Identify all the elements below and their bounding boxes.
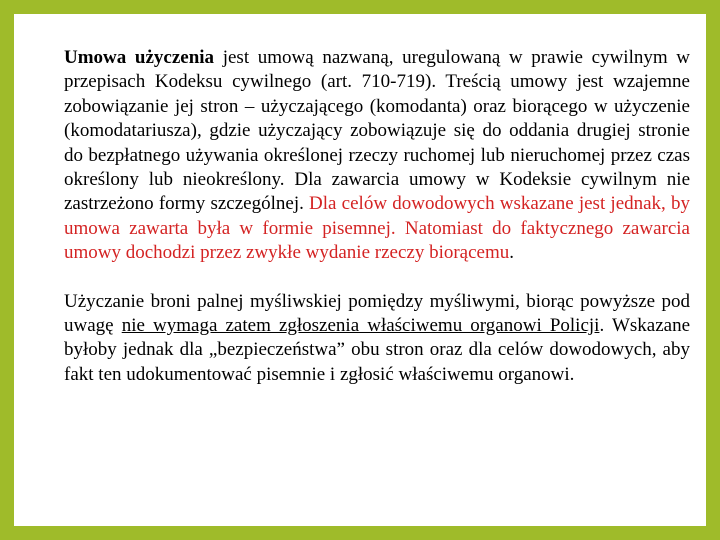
underlined-no-registration: nie wymaga zatem zgłoszenia właściwemu organowi Policji	[121, 315, 600, 337]
paragraph-definition	[64, 46, 690, 266]
definition-end: .	[509, 242, 514, 264]
paragraph-firearms	[64, 290, 690, 388]
slide-content	[64, 46, 690, 387]
evidence-note-red: Dla celów dowodowych wskazane jest jednak, by umowa zawarta była w formie pisemnej. Natomiast do faktycznego zawarcia umowy dochodzi przez zwykłe wydanie rzeczy biorącemu	[64, 193, 690, 264]
definition-text: jest umową nazwaną, uregulowaną w prawie cywilnym w przepisach Kodeksu cywilnego (art. 710-719). Treścią umowy jest wzajemne zobowiązanie jej stron – użyczającego (komodanta) oraz biorącego w użyczenie (komodatariusza), gdzie użyczający zobowiązuje się do oddania drugiej stronie do bezpłatnego używania określonej rzeczy ruchomej lub nieruchomej przez czas określony lub nieokreślony. Dla zawarcia umowy w Kodeksie cywilnym nie zastrzeżono formy szczególnej.	[64, 47, 690, 215]
firearms-intro: Użyczanie broni palnej myśliwskiej pomiędzy myśliwymi, biorąc powyższe pod uwagę	[64, 290, 690, 337]
firearms-rest: . Wskazane byłoby jednak dla „bezpieczeństwa” obu stron oraz dla celów dowodowych, aby fakt ten udokumentować pisemnie i zgłosić właściwemu organowi.	[64, 315, 691, 385]
term-umowa-uzyczenia: Umowa użyczenia	[64, 47, 215, 68]
